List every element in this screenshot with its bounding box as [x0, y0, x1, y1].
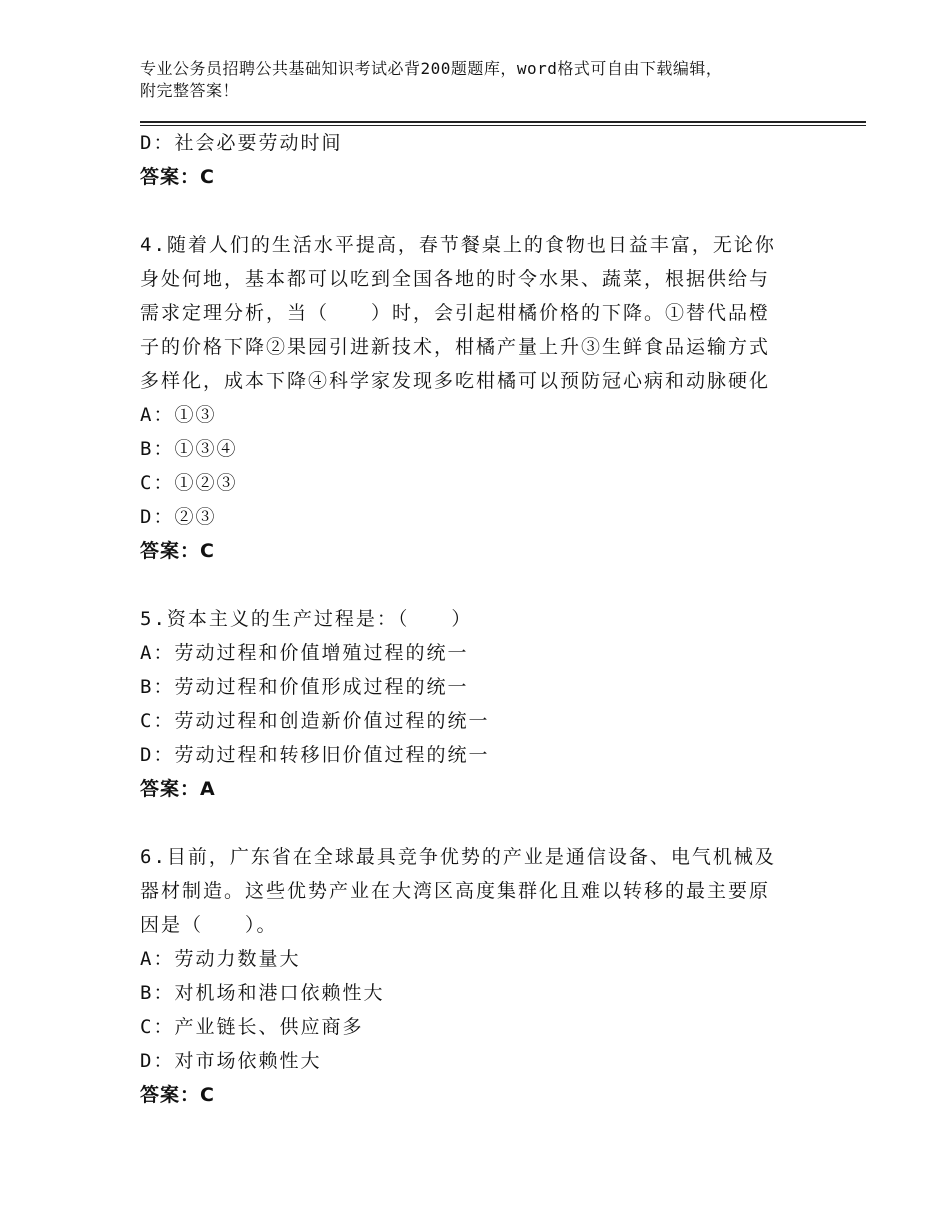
question-content: [140, 126, 800, 1112]
question-4-answer: 答案：C: [140, 540, 215, 562]
spacer: [140, 806, 800, 840]
question-6-answer: 答案：C: [140, 1084, 215, 1106]
page-header: [140, 58, 800, 102]
header-line-2: 附完整答案！: [140, 81, 240, 100]
header-line-1: 专业公务员招聘公共基础知识考试必背200题题库，word格式可自由下载编辑，: [140, 59, 723, 78]
question-5-option-c: C：劳动过程和创造新价值过程的统一: [140, 710, 490, 732]
question-5-option-a: A：劳动过程和价值增殖过程的统一: [140, 642, 469, 664]
question-4-option-d: D：②③: [140, 506, 217, 528]
question-4-stem-line: 子的价格下降②果园引进新技术，柑橘产量上升③生鲜食品运输方式: [140, 336, 771, 358]
question-6-option-c: C：产业链长、供应商多: [140, 1016, 364, 1038]
question-5-stem-line: 5.资本主义的生产过程是：（ ）: [140, 608, 473, 630]
question-5-answer: 答案：A: [140, 778, 216, 800]
question-6-option-a: A：劳动力数量大: [140, 948, 301, 970]
question-4-option-c: C：①②③: [140, 472, 238, 494]
question-6-stem-line: 6.目前，广东省在全球最具竞争优势的产业是通信设备、电气机械及: [140, 846, 776, 868]
question-6: [140, 840, 800, 1112]
question-4-stem-line: 4.随着人们的生活水平提高，春节餐桌上的食物也日益丰富，无论你: [140, 234, 776, 256]
question-5-option-b: B：劳动过程和价值形成过程的统一: [140, 676, 469, 698]
spacer: [140, 194, 800, 228]
question-5: [140, 602, 800, 806]
carryover-option-d: D：社会必要劳动时间: [140, 132, 343, 154]
question-6-stem-line: 因是（ ）。: [140, 914, 278, 936]
spacer: [140, 568, 800, 602]
question-4-stem-line: 多样化，成本下降④科学家发现多吃柑橘可以预防冠心病和动脉硬化: [140, 370, 771, 392]
question-4: [140, 228, 800, 568]
question-5-option-d: D：劳动过程和转移旧价值过程的统一: [140, 744, 490, 766]
question-4-stem-line: 需求定理分析，当（ ）时，会引起柑橘价格的下降。①替代品橙: [140, 302, 771, 324]
carryover-answer: 答案：C: [140, 166, 215, 188]
question-6-stem-line: 器材制造。这些优势产业在大湾区高度集群化且难以转移的最主要原: [140, 880, 771, 902]
question-4-option-b: B：①③④: [140, 438, 238, 460]
question-4-stem-line: 身处何地，基本都可以吃到全国各地的时令水果、蔬菜，根据供给与: [140, 268, 771, 290]
header-rule-thick: [140, 121, 866, 123]
question-6-option-d: D：对市场依赖性大: [140, 1050, 322, 1072]
question-6-option-b: B：对机场和港口依赖性大: [140, 982, 385, 1004]
question-4-option-a: A：①③: [140, 404, 217, 426]
